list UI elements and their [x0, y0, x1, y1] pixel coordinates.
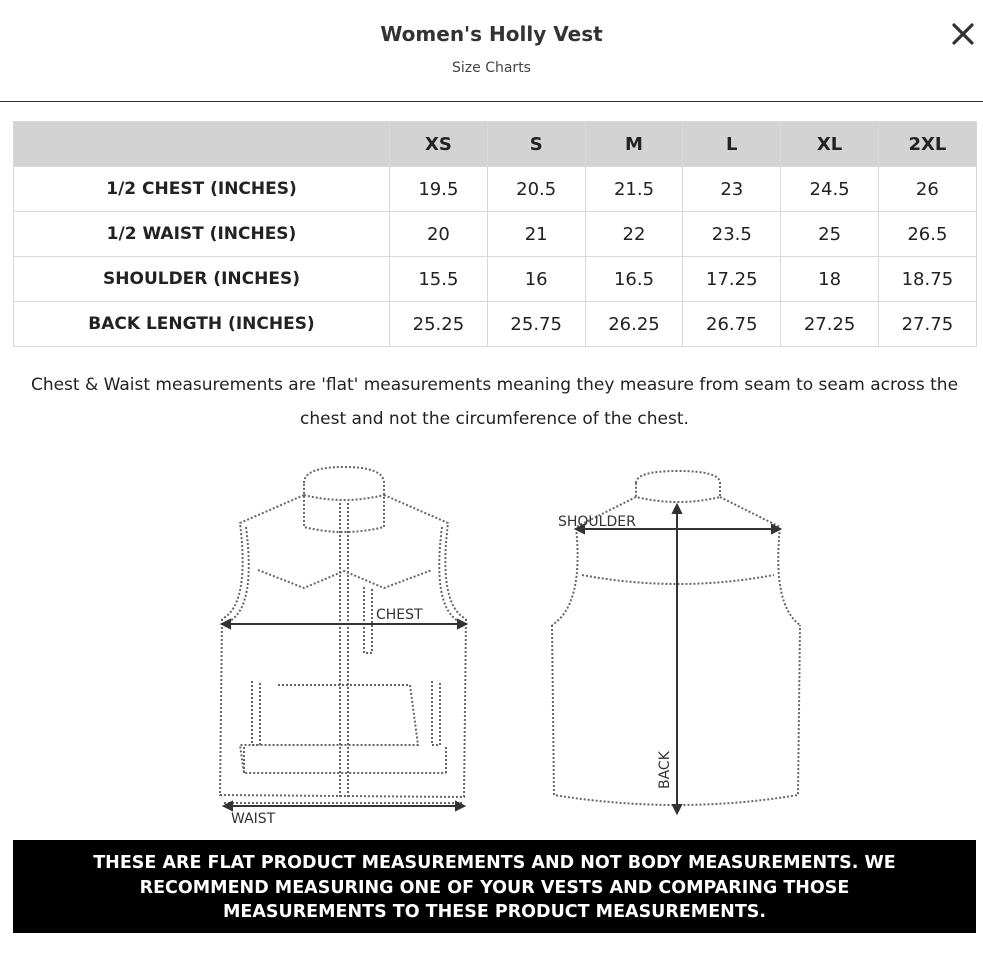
close-button[interactable]: [944, 16, 982, 54]
waist-label: WAIST: [231, 811, 276, 827]
table-cell: 27.25: [781, 302, 879, 347]
modal-title: Women's Holly Vest: [380, 22, 603, 46]
banner-line: MEASUREMENTS TO THESE PRODUCT MEASUREMENTS.: [222, 902, 767, 922]
table-cell: 25.25: [390, 302, 488, 347]
header-cell-2xl: 2XL: [878, 122, 976, 167]
table-cell: 23.5: [683, 212, 781, 257]
row-label: SHOULDER (INCHES): [14, 257, 390, 302]
front-vest-outline: [220, 467, 466, 803]
table-cell: 16: [487, 257, 585, 302]
table-cell: 23: [683, 167, 781, 212]
modal-subtitle: Size Charts: [452, 60, 531, 76]
banner-line: RECOMMEND MEASURING ONE OF YOUR VESTS AND COMPARING THOSE: [139, 877, 850, 898]
shoulder-label: SHOULDER: [558, 514, 636, 530]
table-header-row: [14, 122, 977, 167]
row-label: BACK LENGTH (INCHES): [14, 302, 390, 347]
disclaimer-banner: [13, 840, 976, 933]
header-cell-s: S: [487, 122, 585, 167]
table-cell: 26.5: [878, 212, 976, 257]
modal-header: [0, 0, 983, 102]
table-row: [14, 257, 977, 302]
row-label: 1/2 CHEST (INCHES): [14, 167, 390, 212]
table-cell: 24.5: [781, 167, 879, 212]
measurement-note: Chest & Waist measurements are 'flat' measurements meaning they measure from seam to seam across the chest and not the circumference of the chest.: [30, 375, 959, 429]
table-cell: 18: [781, 257, 879, 302]
chest-label: CHEST: [376, 607, 423, 623]
size-chart-table: [13, 121, 977, 347]
table-row: [14, 302, 977, 347]
header-cell-l: L: [683, 122, 781, 167]
vest-measurement-diagram: [200, 455, 820, 835]
table-cell: 20.5: [487, 167, 585, 212]
table-cell: 22: [585, 212, 683, 257]
table-row: [14, 167, 977, 212]
table-cell: 27.75: [878, 302, 976, 347]
table-cell: 16.5: [585, 257, 683, 302]
table-row: [14, 212, 977, 257]
table-cell: 26.25: [585, 302, 683, 347]
table-cell: 26: [878, 167, 976, 212]
table-cell: 26.75: [683, 302, 781, 347]
table-cell: 17.25: [683, 257, 781, 302]
table-cell: 19.5: [390, 167, 488, 212]
header-cell: [14, 122, 390, 167]
table-cell: 25.75: [487, 302, 585, 347]
banner-line: THESE ARE FLAT PRODUCT MEASUREMENTS AND NOT BODY MEASUREMENTS. WE: [93, 853, 896, 873]
back-label: BACK: [657, 751, 673, 789]
table-cell: 18.75: [878, 257, 976, 302]
close-icon: [944, 16, 982, 54]
row-label: 1/2 WAIST (INCHES): [14, 212, 390, 257]
table-cell: 25: [781, 212, 879, 257]
table-cell: 15.5: [390, 257, 488, 302]
table-cell: 21: [487, 212, 585, 257]
header-cell-m: M: [585, 122, 683, 167]
header-cell-xl: XL: [781, 122, 879, 167]
table-cell: 21.5: [585, 167, 683, 212]
header-cell-xs: XS: [390, 122, 488, 167]
table-cell: 20: [390, 212, 488, 257]
